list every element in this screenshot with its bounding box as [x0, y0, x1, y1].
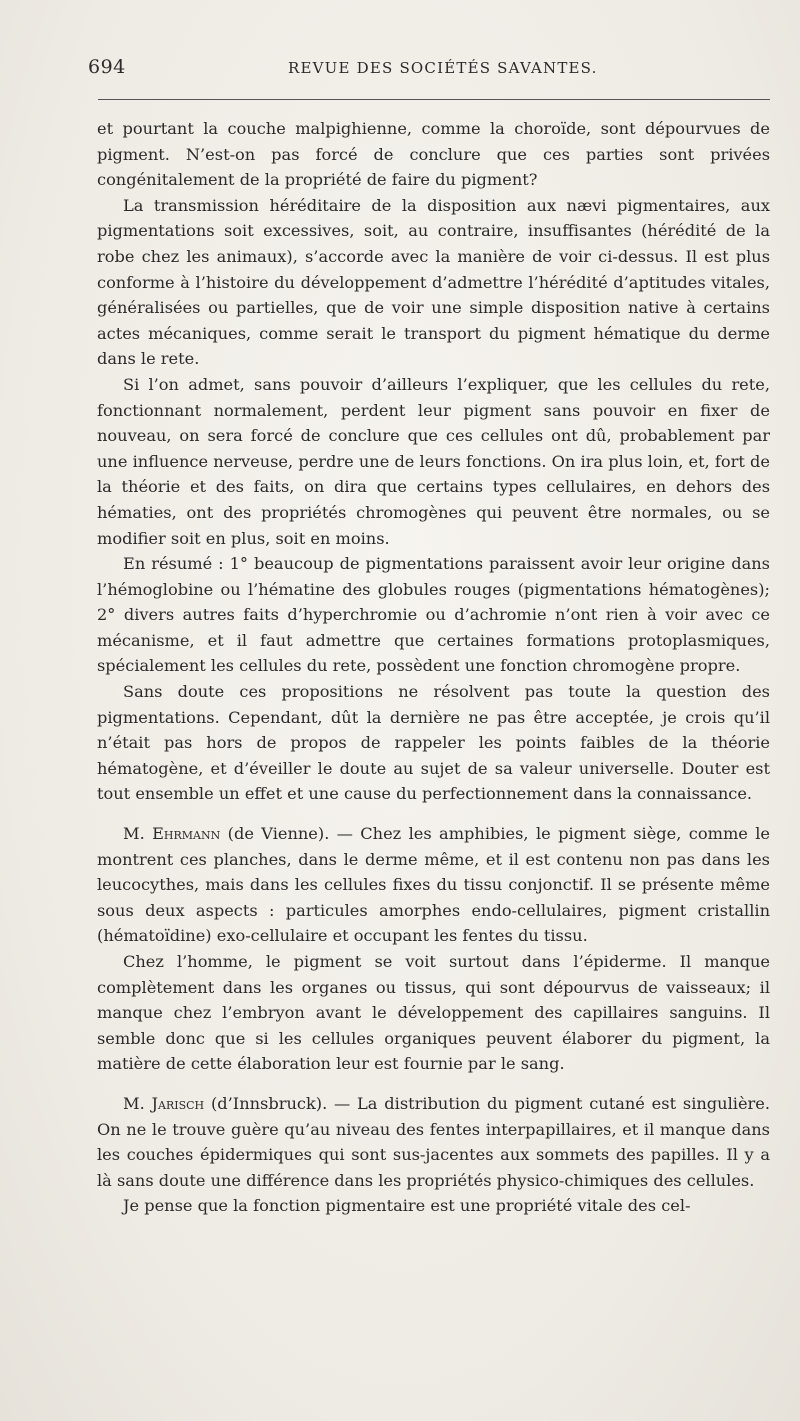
- paragraph-jarisch: [97, 1091, 770, 1193]
- header-rule: [98, 99, 770, 100]
- paragraph: La transmission héréditaire de la disposition aux nævi pigmentaires, aux pigmentations soit excessives, soit, au contraire, insuffisantes (hérédité de la robe chez les animaux), s’accorde avec la manière de voir ci-dessus. Il est plus conforme à l’histoire du développement d’admettre l’hérédité d’aptitudes vitales, généralisées ou partielles, que de voir une simple disposition native à certains actes mécaniques, comme serait le transport du pigment hématique du derme dans le rete.: [97, 195, 770, 369]
- page-number: 694: [88, 56, 126, 78]
- paragraph: Sans doute ces propositions ne résolvent pas toute la question des pigmentations. Cependant, dût la dernière ne pas être acceptée, je crois qu’il n’était pas hors de propos de rappeler les points faibles de la théorie hématogène, et d’éveiller le doute au sujet de sa valeur universelle. Douter est tout ensemble un effet et une cause du perfectionnement dans la connaissance.: [97, 682, 770, 804]
- paragraph: Si l’on admet, sans pouvoir d’ailleurs l’expliquer, que les cellules du rete, fonctionnant normalement, perdent leur pigment sans pouvoir en fixer de nouveau, on sera forcé de conclure que ces cellules ont dû, probablement par une influence nerveuse, perdre une de leurs fonctions. On ira plus loin, et, fort de la théorie et des faits, on dira que certains types cellulaires, en dehors des hématies, ont des propriétés chromogènes qui peuvent être normales, ou se modifier soit en plus, soit en moins.: [97, 374, 770, 548]
- running-title: REVUE DES SOCIÉTÉS SAVANTES.: [288, 59, 598, 77]
- paragraph: et pourtant la couche malpighienne, comme la choroïde, sont dépourvues de pigment. N’est-on pas forcé de conclure que ces parties sont privées congénitalement de la propriété de faire du pigment?: [97, 119, 770, 190]
- speaker-name: M. Ehrmann: [123, 824, 221, 844]
- paragraph-text: (de Vienne). — Chez les amphibies, le pigment siège, comme le montrent ces planches, dans le derme même, et il est contenu non pas dans les leucocythes, mais dans les cellules fixes du tissu conjonctif. Il se présente même sous deux aspects : particules amorphes endo-cellulaires, pigment cristallin (hématoïdine) exo-cellulaire et occupant les fentes du tissu.: [97, 824, 771, 946]
- body-text: [97, 116, 770, 1219]
- speaker-name: M. Jarisch: [123, 1093, 205, 1113]
- paragraph: Chez l’homme, le pigment se voit surtout dans l’épiderme. Il manque complètement dans les organes ou tissus, qui sont dépourvus de vaisseaux; il manque chez l’embryon avant le développement des capillaires sanguins. Il semble donc que si les cellules organiques peuvent élaborer du pigment, la matière de cette élaboration leur est fournie par le sang.: [97, 952, 770, 1074]
- paragraph: En résumé : 1° beaucoup de pigmentations paraissent avoir leur origine dans l’hémoglobine ou l’hématine des globules rouges (pigmentations hématogènes); 2° divers autres faits d’hyperchromie ou d’achromie n’ont rien à voir avec ce mécanisme, et il faut admettre que certaines formations protoplasmiques, spécialement les cellules du rete, possèdent une fonction chromogène propre.: [97, 554, 770, 676]
- paragraph: Je pense que la fonction pigmentaire est une propriété vitale des cel-: [123, 1196, 691, 1216]
- page-header: [88, 56, 768, 82]
- paragraph-text: (d’Innsbruck). — La distribution du pigment cutané est singulière. On ne le trouve guère qu’au niveau des fentes interpapillaires, et il manque dans les couches épidermiques qui sont sus-jacentes aux sommets des papilles. Il y a là sans doute une différence dans les propriétés physico-chimiques des cellules.: [97, 1093, 770, 1190]
- paragraph-ehrmann: [97, 821, 770, 949]
